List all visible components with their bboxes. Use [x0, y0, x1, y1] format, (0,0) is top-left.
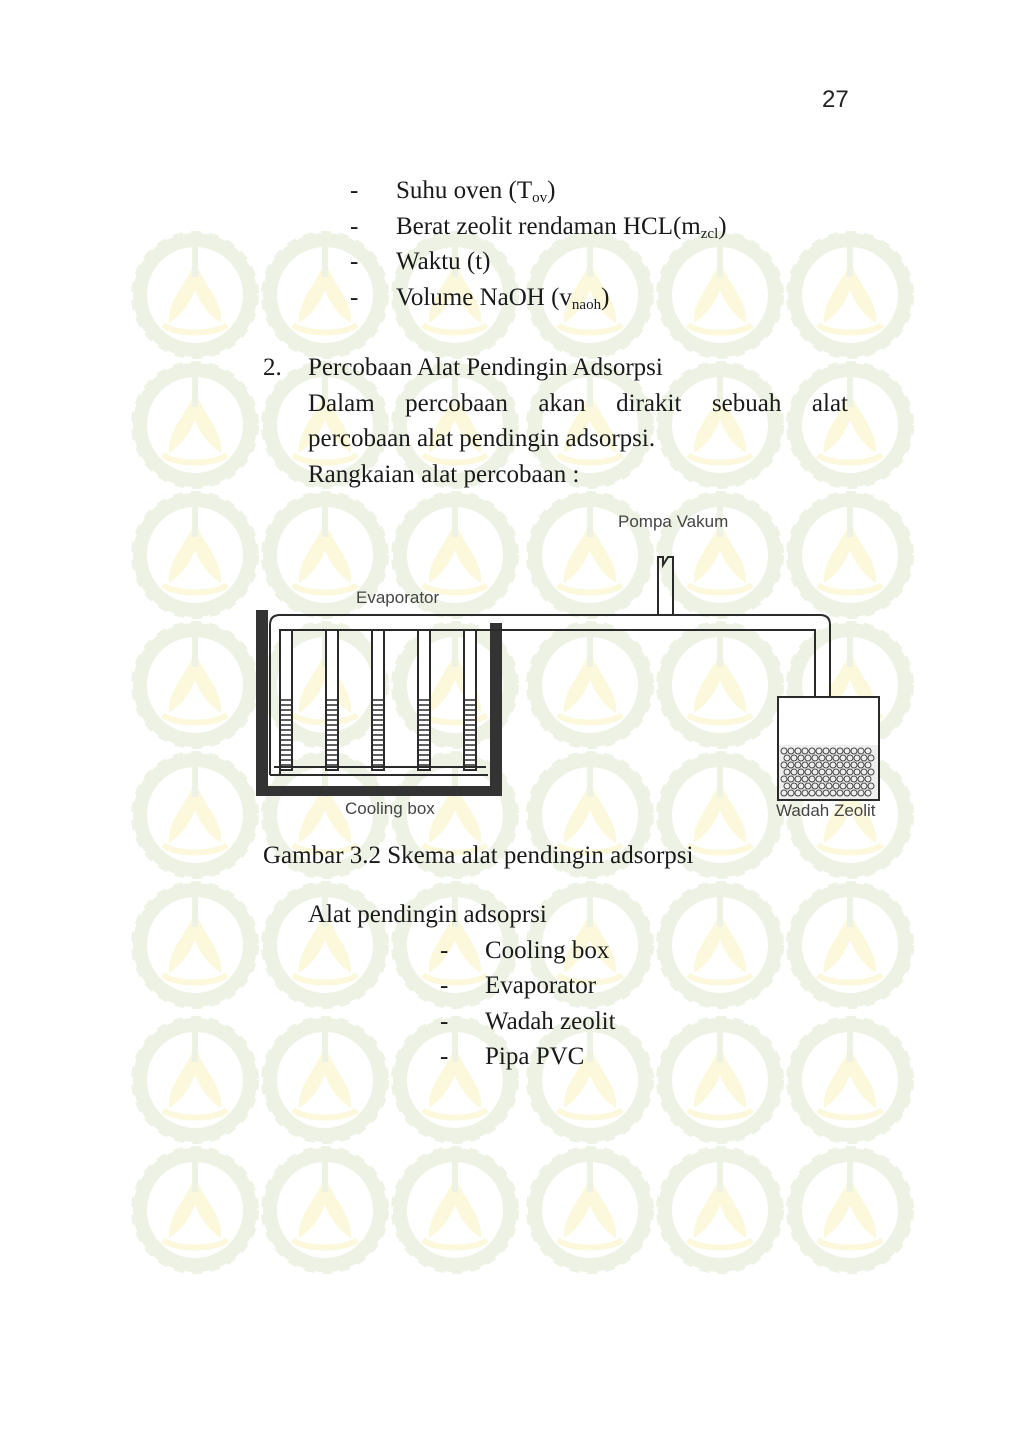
pump-label: Pompa Vakum [618, 512, 729, 531]
page-number: 27 [822, 86, 849, 113]
zeolite-label: Wadah Zeolit [776, 801, 876, 820]
evaporator [270, 615, 490, 775]
paragraph-line: Dalam percobaan akan dirakit sebuah alat [308, 390, 848, 417]
section-heading: Percobaan Alat Pendingin Adsorpsi [308, 354, 663, 381]
paragraph-line: Rangkaian alat percobaan : [308, 461, 580, 488]
figure-caption: Gambar 3.2 Skema alat pendingin adsorpsi [263, 842, 694, 869]
section-number: 2. [263, 354, 282, 381]
cooling-box-label: Cooling box [345, 799, 435, 818]
evaporator-label: Evaporator [356, 588, 440, 607]
components-heading: Alat pendingin adsoprsi [308, 901, 547, 928]
paragraph-line: percobaan alat pendingin adsorpsi. [308, 425, 656, 452]
zeolite-container [778, 697, 879, 800]
pvc-pipe [490, 557, 830, 697]
adsorption-cooler-diagram [250, 505, 895, 827]
